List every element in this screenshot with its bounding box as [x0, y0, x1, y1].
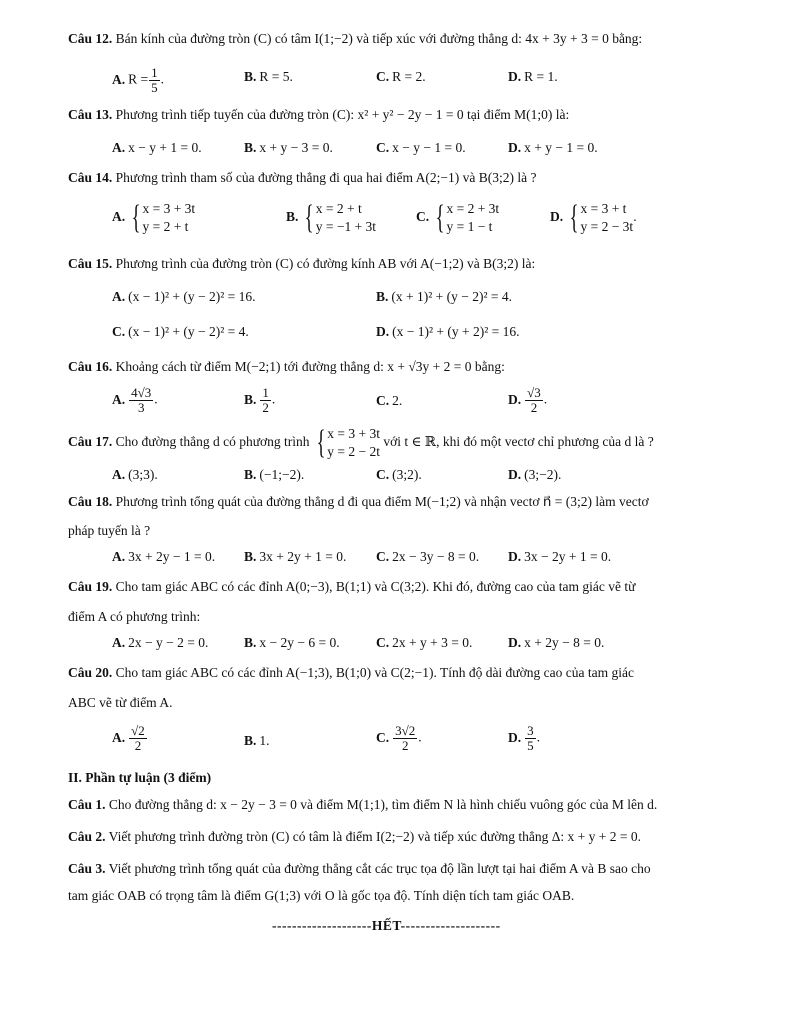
question-18: Câu 18. Phương trình tổng quát của đường thẳng d đi qua điểm M(−1;2) và nhận vectơ n⃗ = (3;2) làm vectơ: [68, 494, 649, 509]
q20-option-c: C. $\frac{3√2}{2}$ .: [376, 723, 422, 753]
question-16: Câu 16. Khoảng cách từ điểm M(−2;1) tới đường thẳng d: x + √3y + 2 = 0 bằng:: [68, 359, 505, 374]
question-19: Câu 19. Cho tam giác ABC có các đỉnh A(0;−3), B(1;1) và C(3;2). Khi đó, đường cao của tam giác vẽ từ: [68, 579, 636, 594]
q12-option-b: B. R = 5.: [244, 69, 293, 84]
q19-option-d: D. x + 2y − 8 = 0.: [508, 635, 605, 650]
q15-option-c: C. (x − 1)² + (y − 2)² = 4.: [112, 324, 249, 339]
q19-option-c: C. 2x + y + 3 = 0.: [376, 635, 473, 650]
question-14: Câu 14. Phương trình tham số của đường thẳng đi qua hai điểm A(2;−1) và B(3;2) là ?: [68, 170, 537, 185]
q12-option-d: D. R = 1.: [508, 69, 558, 84]
question-18-cont: pháp tuyến là ?: [68, 523, 151, 538]
question-12: [68, 30, 752, 48]
q18-option-b: B. 3x + 2y + 1 = 0.: [244, 549, 347, 564]
end-marker: --------------------HẾT--------------------: [272, 918, 501, 933]
q20-option-b: B. 1.: [244, 733, 270, 748]
question-15: Câu 15. Phương trình của đường tròn (C) có đường kính AB với A(−1;2) và B(3;2) là:: [68, 256, 536, 271]
question-13: Câu 13. Phương trình tiếp tuyến của đường tròn (C): x² + y² − 2y − 1 = 0 tại điểm M(1;0) là:: [68, 107, 570, 122]
q16-option-d: D. $\frac{√3}{2}$ .: [508, 385, 548, 415]
q16-option-a: A. $\frac{4√3}{3}$ .: [112, 385, 158, 415]
q12-number: Câu 12.: [68, 31, 113, 46]
q18-option-a: A. 3x + 2y − 1 = 0.: [112, 549, 216, 564]
q18-option-d: D. 3x − 2y + 1 = 0.: [508, 549, 612, 564]
q14-option-a: A. { x = 3 + 3t y = 2 + t: [112, 199, 196, 236]
essay-question-1: Câu 1. Cho đường thẳng d: x − 2y − 3 = 0 và điểm M(1;1), tìm điểm N là hình chiếu vuông góc của M lên d.: [68, 797, 658, 812]
q15-option-b: B. (x + 1)² + (y − 2)² = 4.: [376, 289, 513, 304]
q14-option-d: D. { x = 3 + t y = 2 − 3t .: [550, 199, 637, 236]
q13-option-c: C. x − y − 1 = 0.: [376, 140, 466, 155]
question-20: Câu 20. Cho tam giác ABC có các đỉnh A(−1;3), B(1;0) và C(2;−1). Tính độ dài đường cao của tam giác: [68, 665, 634, 680]
q12-option-c: C. R = 2.: [376, 69, 426, 84]
essay-question-2: Câu 2. Viết phương trình đường tròn (C) có tâm là điểm I(2;−2) và tiếp xúc đường thẳng Δ: x + y + 2 = 0.: [68, 829, 642, 844]
question-17: Câu 17. Cho đường thẳng d có phương trình { x = 3 + 3t y = 2 − 2t với t ∈ ℝ, khi đó một vectơ chỉ phương của d là ?: [68, 423, 654, 461]
q12-option-a: A. R = $\frac{1}{5}$ .: [112, 65, 164, 95]
q16-option-b: B. $\frac{1}{2}$ .: [244, 385, 276, 415]
q16-option-c: C. 2.: [376, 393, 403, 408]
q15-option-a: A. (x − 1)² + (y − 2)² = 16.: [112, 289, 256, 304]
q13-option-a: A. x − y + 1 = 0.: [112, 140, 202, 155]
q14-option-c: C. { x = 2 + 3t y = 1 − t: [416, 199, 500, 236]
essay-question-3: Câu 3. Viết phương trình tổng quát của đường thẳng cắt các trục tọa độ lần lượt tại hai điểm A và B sao cho: [68, 861, 651, 876]
q17-option-c: C. (3;2).: [376, 467, 422, 482]
q18-option-c: C. 2x − 3y − 8 = 0.: [376, 549, 480, 564]
q17-option-b: B. (−1;−2).: [244, 467, 305, 482]
essay-question-3-cont: tam giác OAB có trọng tâm là điểm G(1;3) với O là gốc tọa độ. Tính diện tích tam giác OAB.: [68, 888, 575, 903]
q19-option-b: B. x − 2y − 6 = 0.: [244, 635, 340, 650]
q17-option-a: A. (3;3).: [112, 467, 158, 482]
q13-option-d: D. x + y − 1 = 0.: [508, 140, 598, 155]
q13-option-b: B. x + y − 3 = 0.: [244, 140, 333, 155]
q17-option-d: D. (3;−2).: [508, 467, 562, 482]
q19-option-a: A. 2x − y − 2 = 0.: [112, 635, 209, 650]
q20-option-d: D. $\frac{3}{5}$ .: [508, 723, 540, 753]
q20-option-a: A. $\frac{√2}{2}$: [112, 723, 145, 753]
section-title: II. Phần tự luận (3 điểm): [68, 770, 212, 785]
question-20-cont: ABC vẽ từ điểm A.: [68, 695, 173, 710]
question-19-cont: điểm A có phương trình:: [68, 609, 201, 624]
q15-option-d: D. (x − 1)² + (y + 2)² = 16.: [376, 324, 520, 339]
q12-text: Bán kính của đường tròn (C) có tâm I(1;−2) và tiếp xúc với đường thẳng d: 4x + 3y + 3 = 0 bằng:: [112, 31, 643, 46]
q14-option-b: B. { x = 2 + t y = −1 + 3t: [286, 199, 377, 236]
